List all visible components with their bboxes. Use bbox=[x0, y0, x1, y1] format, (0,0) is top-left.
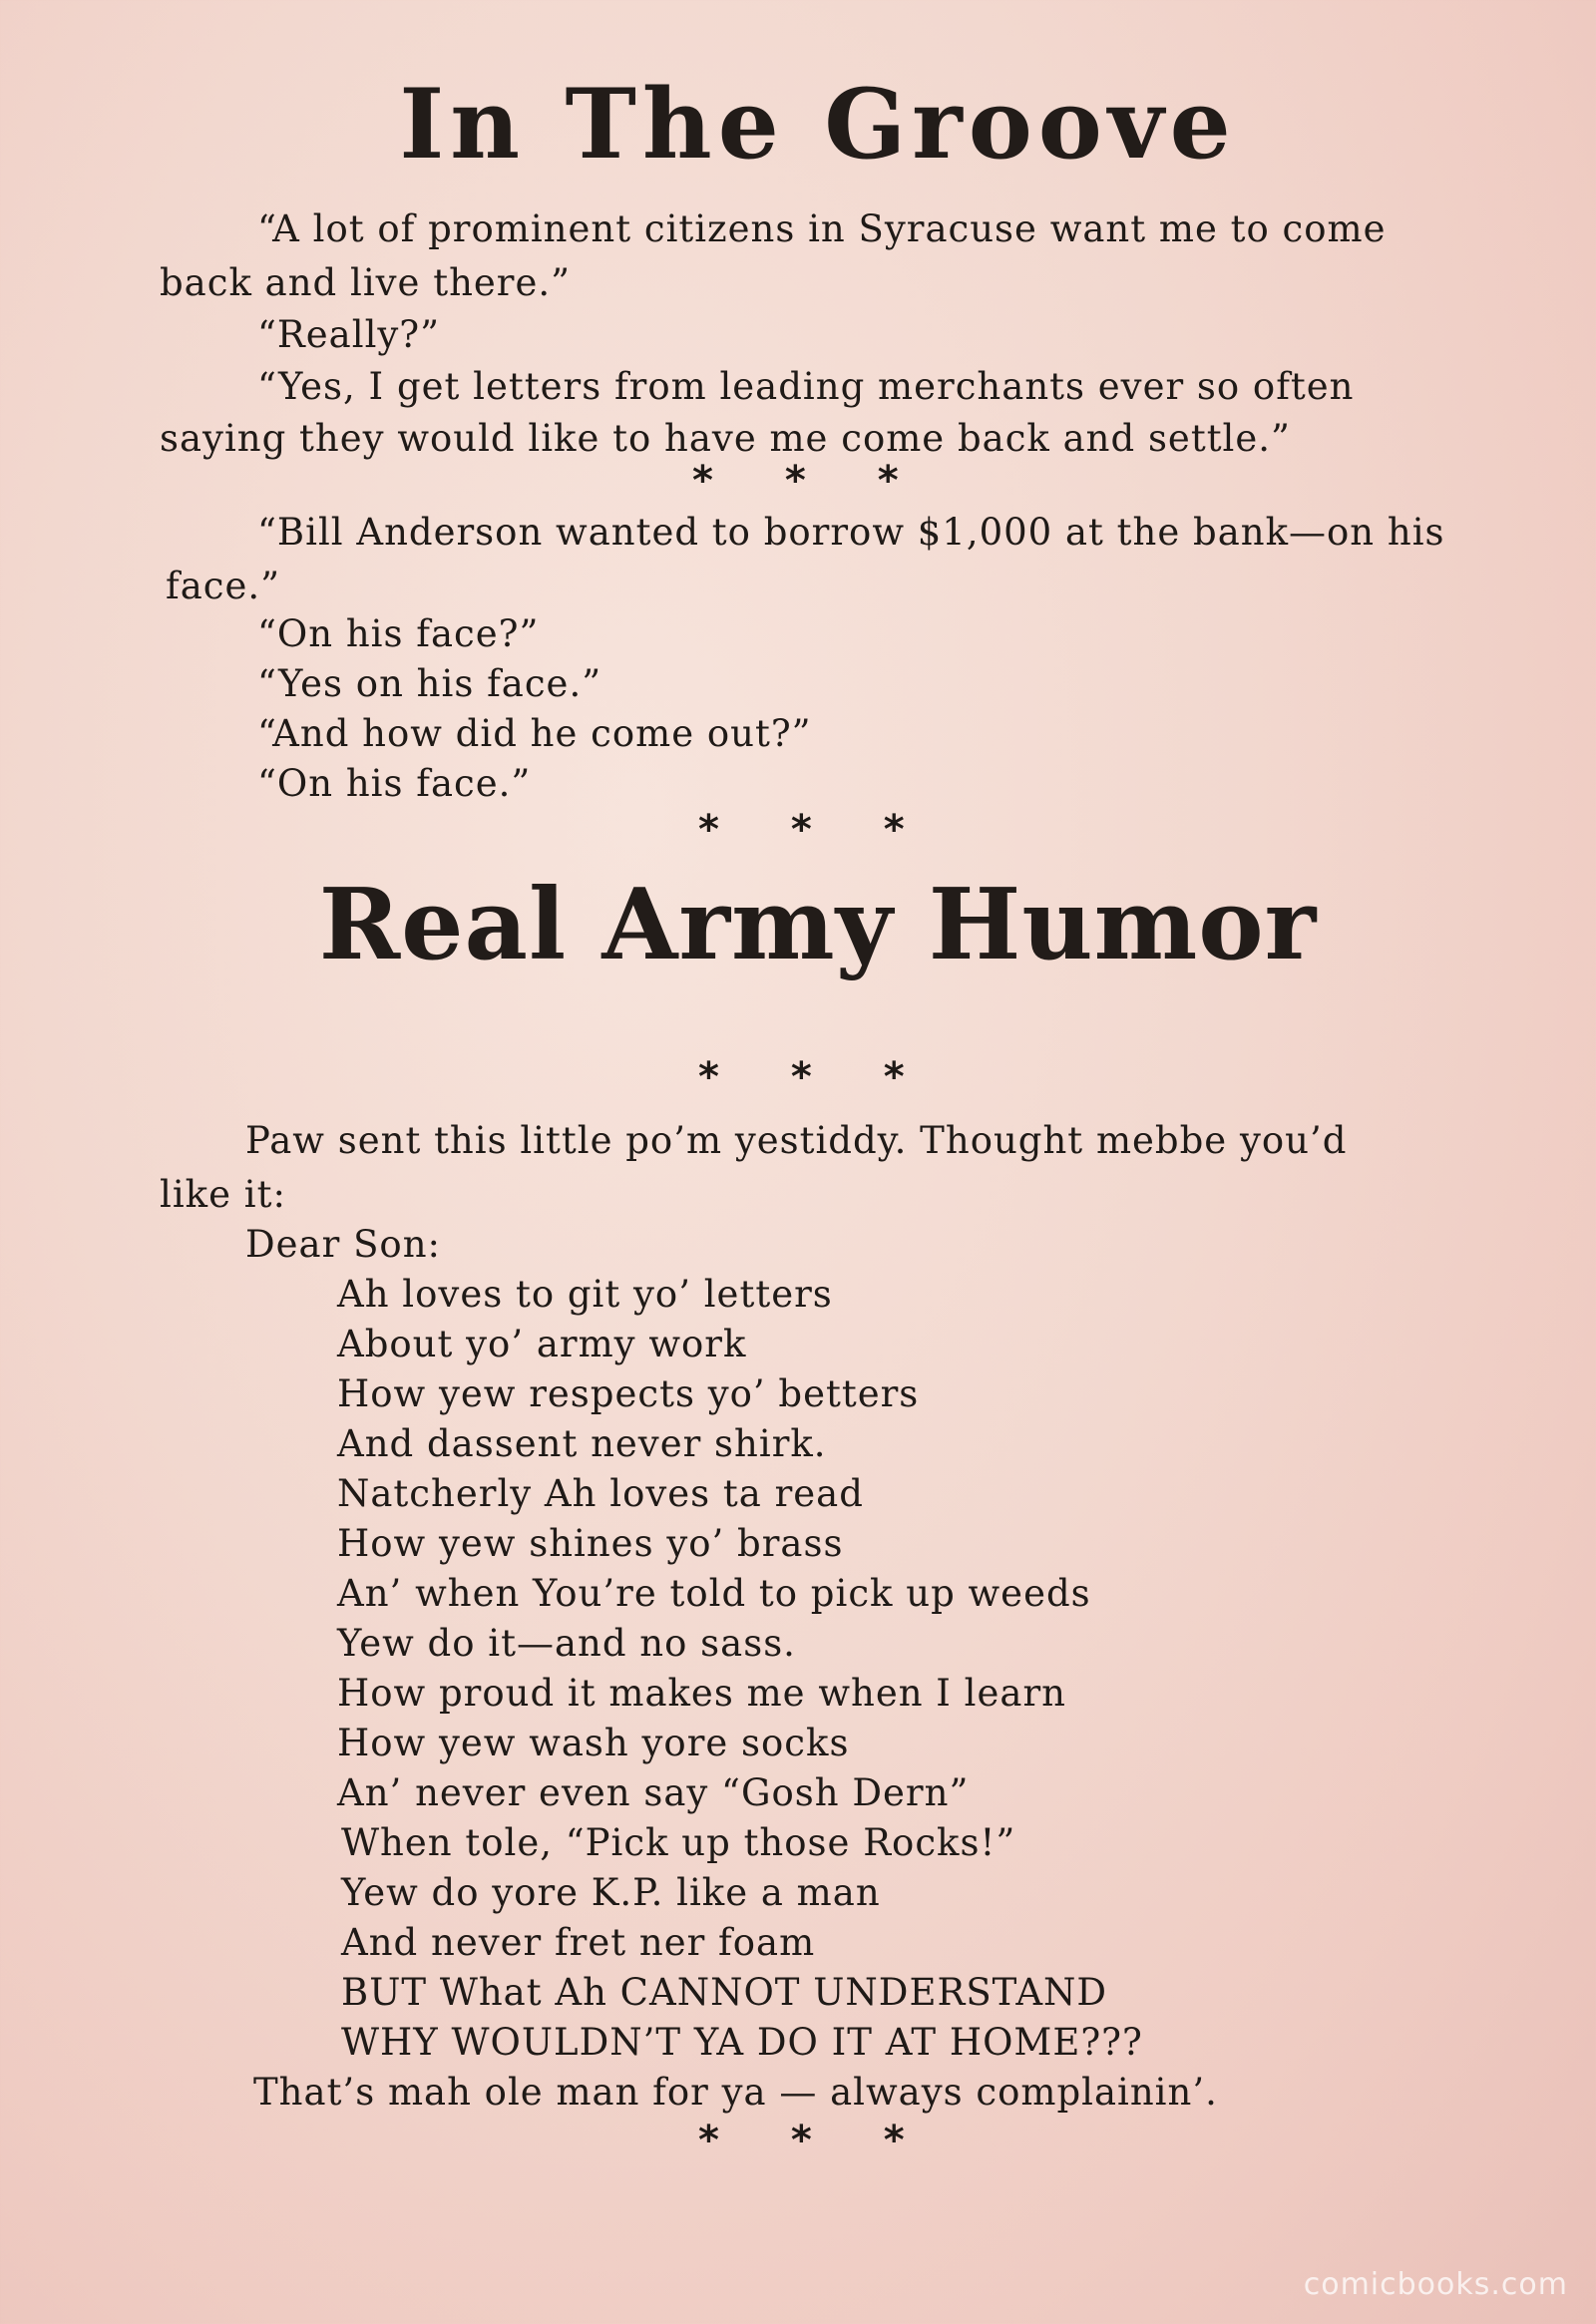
section-title-real-army-humor: Real Army Humor bbox=[318, 868, 1318, 982]
poem-line: How proud it makes me when I learn bbox=[337, 1672, 1066, 1715]
poem-line: About yo’ army work bbox=[337, 1323, 747, 1365]
poem-line: WHY WOULDN’T YA DO IT AT HOME??? bbox=[341, 2021, 1143, 2064]
text-line: saying they would like to have me come back and settle.” bbox=[160, 417, 1291, 460]
poem-line: How yew shines yo’ brass bbox=[337, 1522, 844, 1565]
text-line: face.” bbox=[166, 565, 281, 607]
poem-line: An’ never even say “Gosh Dern” bbox=[337, 1771, 970, 1814]
text-line: “Yes, I get letters from leading merchants ever so often bbox=[257, 365, 1355, 408]
text-line: “On his face?” bbox=[257, 612, 540, 655]
poem-line: Yew do yore K.P. like a man bbox=[341, 1871, 881, 1914]
poem-line: And dassent never shirk. bbox=[337, 1422, 827, 1465]
text-line: back and live there.” bbox=[160, 261, 572, 304]
poem-line: An’ when You’re told to pick up weeds bbox=[337, 1572, 1091, 1615]
separator-stars: * * * bbox=[698, 807, 905, 853]
separator-stars: * * * bbox=[698, 2118, 905, 2163]
section-title-in-the-groove: In The Groove bbox=[399, 68, 1237, 181]
text-line: Paw sent this little po’m yestiddy. Thought mebbe you’d bbox=[245, 1119, 1348, 1162]
poem-line: Natcherly Ah loves ta read bbox=[337, 1472, 864, 1515]
salutation: Dear Son: bbox=[245, 1223, 441, 1266]
text-line: “A lot of prominent citizens in Syracuse want me to come bbox=[257, 207, 1387, 250]
text-line: “On his face.” bbox=[257, 762, 532, 805]
poem-line: How yew respects yo’ betters bbox=[337, 1372, 920, 1415]
text-line: “Bill Anderson wanted to borrow $1,000 at the bank—on his bbox=[257, 511, 1445, 554]
text-line: like it: bbox=[160, 1173, 286, 1216]
poem-line: When tole, “Pick up those Rocks!” bbox=[341, 1821, 1016, 1864]
separator-stars: * * * bbox=[692, 458, 899, 504]
separator-stars: * * * bbox=[698, 1054, 905, 1100]
text-line: “Really?” bbox=[257, 313, 441, 356]
poem-line: How yew wash yore socks bbox=[337, 1722, 850, 1764]
poem-line: Ah loves to git yo’ letters bbox=[337, 1273, 833, 1316]
text-line: “And how did he come out?” bbox=[257, 712, 812, 755]
poem-line: BUT What Ah CANNOT UNDERSTAND bbox=[341, 1971, 1108, 2014]
text-line: “Yes on his face.” bbox=[257, 662, 602, 705]
poem-line: Yew do it—and no sass. bbox=[337, 1622, 796, 1665]
poem-line: And never fret ner foam bbox=[341, 1921, 816, 1964]
closing-line: That’s mah ole man for ya — always complainin’. bbox=[253, 2071, 1218, 2114]
watermark: comicbooks.com bbox=[1303, 2267, 1568, 2302]
